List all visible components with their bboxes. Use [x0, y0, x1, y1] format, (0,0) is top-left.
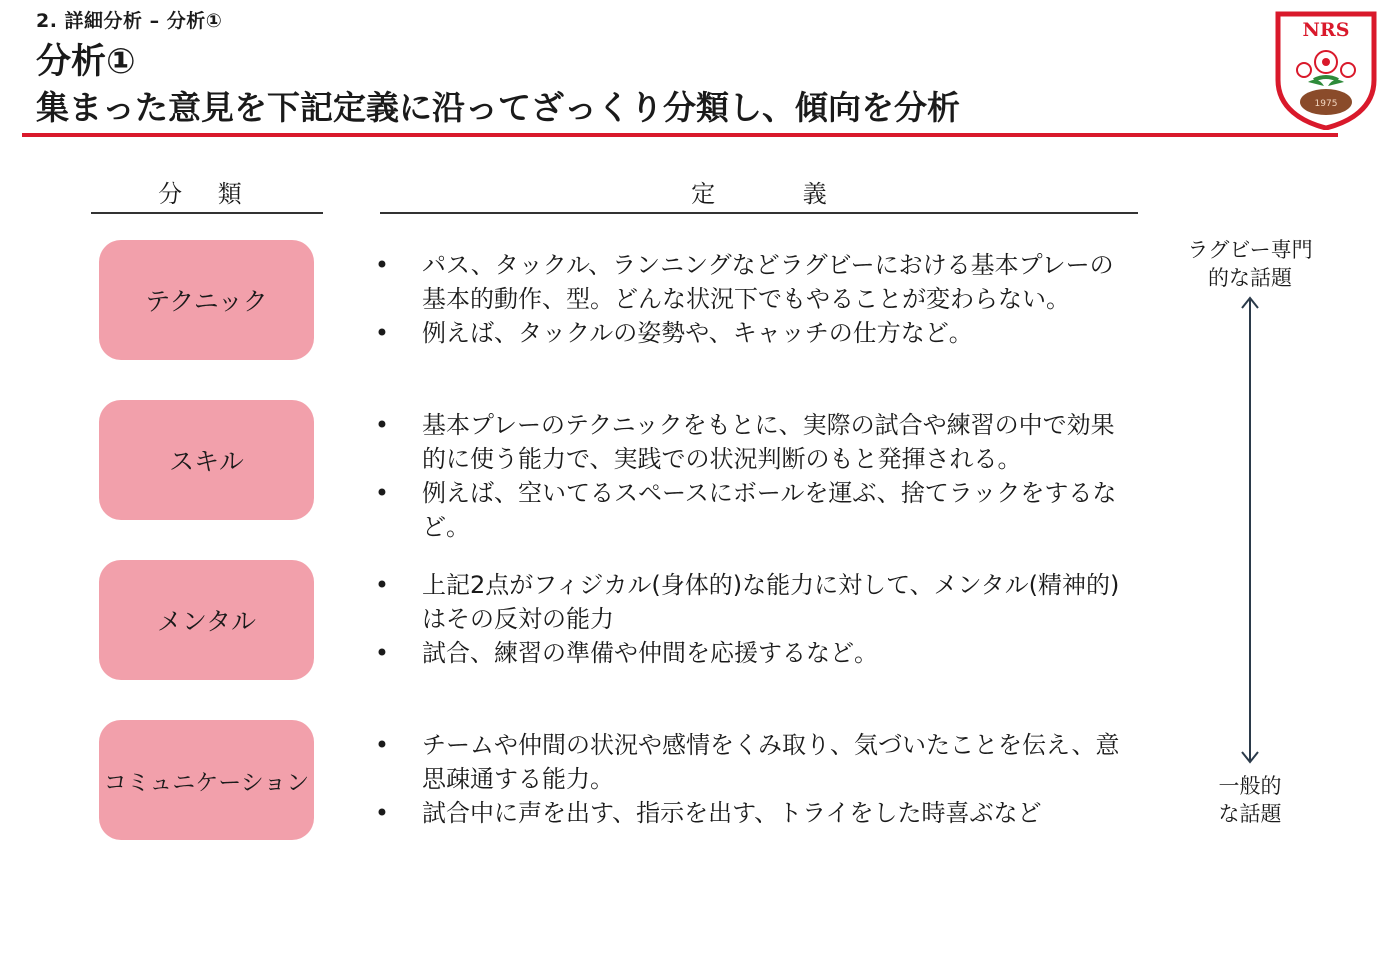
- definition-item: • チームや仲間の状況や感情をくみ取り、気づいたことを伝え、意思疎通する能力。: [374, 728, 1134, 796]
- category-pill-skill: スキル: [99, 400, 314, 520]
- category-pill-communication: コミュニケーション: [99, 720, 314, 840]
- bullet-icon: •: [374, 731, 390, 759]
- page-subtitle: 集まった意見を下記定義に沿ってざっくり分類し、傾向を分析: [36, 88, 960, 127]
- column-header-category: 分 類: [158, 180, 256, 208]
- column-rule-category: [91, 212, 323, 214]
- category-row: [0, 240, 1383, 370]
- breadcrumb: 2. 詳細分析 – 分析①: [36, 10, 223, 32]
- bullet-icon: •: [374, 251, 390, 279]
- bullet-icon: •: [374, 319, 390, 347]
- bullet-icon: •: [374, 479, 390, 507]
- definition-item: • 例えば、空いてるスペースにボールを運ぶ、捨てラックをするなど。: [374, 476, 1134, 544]
- logo-year: 1975: [1314, 99, 1338, 109]
- category-row: [0, 400, 1383, 541]
- category-pill-mental: メンタル: [99, 560, 314, 680]
- page-title: 分析①: [36, 42, 136, 82]
- definition-item: • 試合中に声を出す、指示を出す、トライをした時喜ぶなど: [374, 796, 1134, 830]
- definition-list: [374, 568, 1134, 670]
- double-arrow-icon: [1238, 296, 1262, 764]
- column-rule-definition: [380, 212, 1138, 214]
- bullet-icon: •: [374, 411, 390, 439]
- definition-list: [374, 408, 1134, 544]
- definition-item: • 例えば、タックルの姿勢や、キャッチの仕方など。: [374, 316, 1134, 350]
- nrs-club-crest-icon: [1274, 10, 1378, 130]
- scale-label-general: 一般的 な話題: [1218, 774, 1282, 826]
- definition-item: • 上記2点がフィジカル(身体的)な能力に対して、メンタル(精神的)はその反対の能力: [374, 568, 1134, 636]
- definition-item: • パス、タックル、ランニングなどラグビーにおける基本プレーの基本的動作、型。どんな状況下でもやることが変わらない。: [374, 248, 1134, 316]
- scale-label-specialized: ラグビー専門 的な話題: [1187, 238, 1313, 290]
- column-header-definition: 定 義: [691, 180, 867, 208]
- category-row: [0, 560, 1383, 690]
- definition-item: • 基本プレーのテクニックをもとに、実際の試合や練習の中で効果的に使う能力で、実践での状況判断のもと発揮される。: [374, 408, 1134, 476]
- category-pill-technique: テクニック: [99, 240, 314, 360]
- header-divider: [22, 133, 1338, 137]
- logo-text: NRS: [1302, 19, 1350, 41]
- definition-item: • 試合、練習の準備や仲間を応援するなど。: [374, 636, 1134, 670]
- definition-list: [374, 728, 1134, 830]
- bullet-icon: •: [374, 571, 390, 599]
- bullet-icon: •: [374, 639, 390, 667]
- definition-list: [374, 248, 1134, 350]
- bullet-icon: •: [374, 799, 390, 827]
- category-row: [0, 720, 1383, 850]
